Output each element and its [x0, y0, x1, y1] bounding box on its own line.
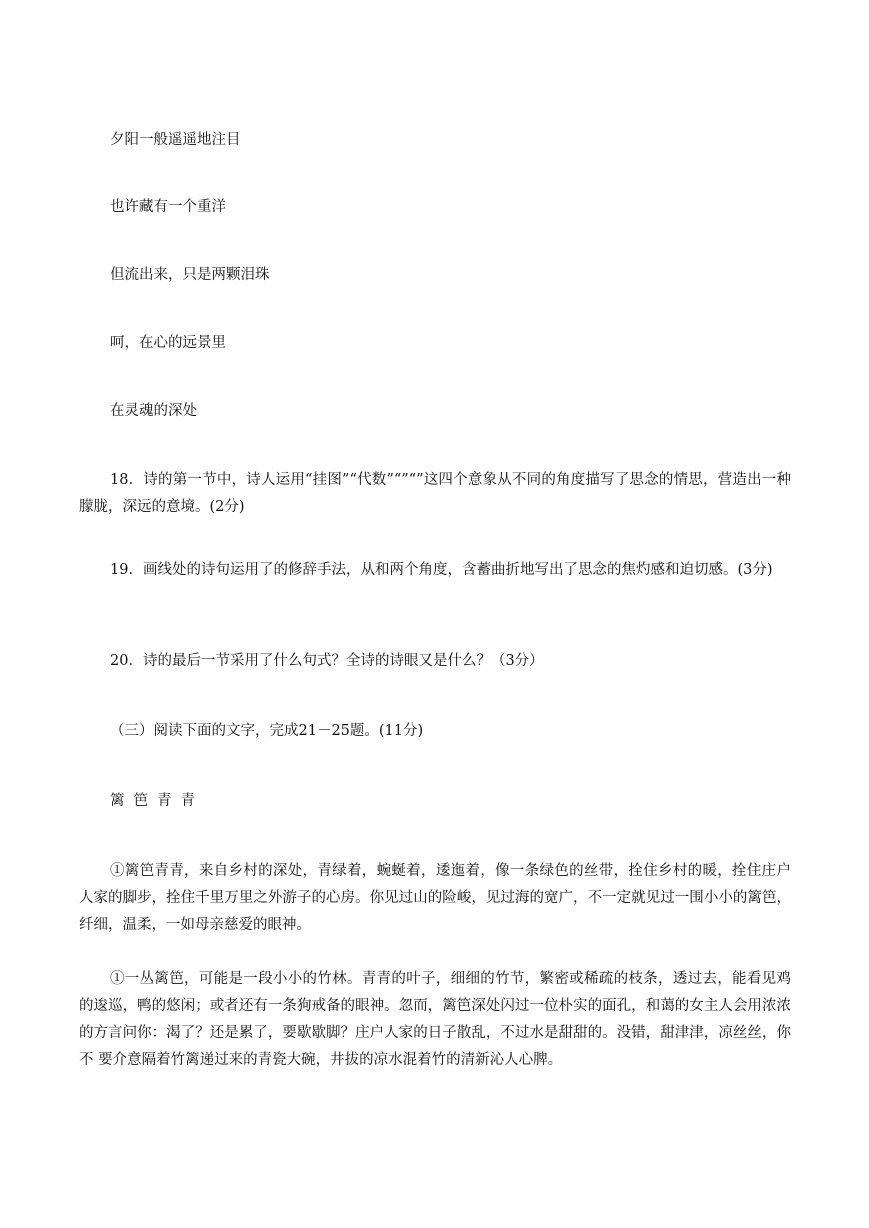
- question-20: 20．诗的最后一节采用了什么句式？全诗的诗眼又是什么？（3分）: [110, 653, 544, 669]
- question-18: 18．诗的第一节中，诗人运用“挂图”“代数”“”“”这四个意象从不同的角度描写了思念的情思，营造出一种朦胧，深远的意境。(2分): [79, 472, 791, 515]
- poem-line: 在灵魂的深处: [110, 403, 197, 419]
- article-paragraph: ①篱笆青青，来自乡村的深处，青绿着，蜿蜒着，逶迤着，像一条绿色的丝带，拴住乡村的暖，拴住庄户人家的脚步，拴住千里万里之外游子的心房。你见过山的险峻，见过海的宽广，不一定就见过一围小小的篱笆，纤细，温柔，一如母亲慈爱的眼神。: [79, 863, 791, 933]
- poem-line: 呵，在心的远景里: [110, 335, 226, 351]
- poem-line: 也许藏有一个重洋: [110, 199, 226, 215]
- article-title: 篱笆青青: [110, 793, 204, 809]
- article-paragraph: ①一丛篱笆，可能是一段小小的竹林。青青的叶子，细细的竹节，繁密或稀疏的枝条，透过去，能看见鸡的逡巡，鸭的悠闲；或者还有一条狗戒备的眼神。忽而，篱笆深处闪过一位朴实的面孔，和蔼的女主人会用浓浓的方言问你：渴了？还是累了，要歇歇脚？庄户人家的日子散乱，不过水是甜甜的。没错，甜津津，凉丝丝，你不 要介意隔着竹篱递过来的青瓷大碗，井拔的凉水混着竹的清新沁人心脾。: [79, 971, 791, 1068]
- question-19: 19．画线处的诗句运用了的修辞手法，从和两个角度，含蓄曲折地写出了思念的焦灼感和迫切感。(3分): [110, 562, 773, 578]
- poem-line: 但流出来，只是两颗泪珠: [110, 267, 270, 283]
- poem-line: 夕阳一般遥遥地注目: [110, 132, 241, 148]
- section-heading: （三）阅读下面的文字，完成21－25题。(11分): [110, 723, 424, 739]
